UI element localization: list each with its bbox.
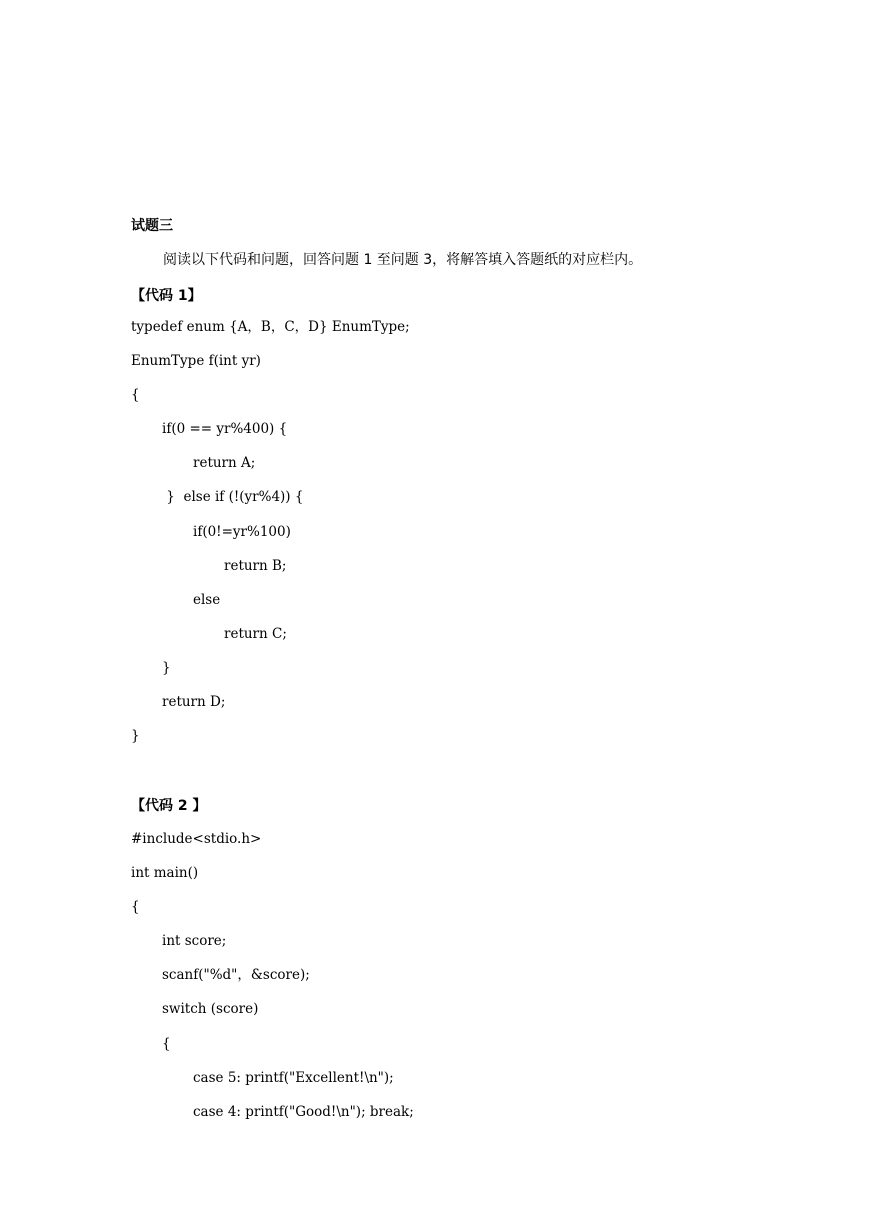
code-line <box>131 454 410 488</box>
code-line-text: { <box>131 899 140 916</box>
code-line-text: return C; <box>224 625 287 642</box>
code-line-text: #include<stdio.h> <box>131 831 262 847</box>
code-line <box>131 932 414 966</box>
code-line-text: typedef enum {A，B，C，D} EnumType; <box>131 319 410 335</box>
code-line <box>131 352 410 386</box>
code-line <box>131 727 410 761</box>
code-line <box>131 830 414 864</box>
code-line <box>131 591 410 625</box>
code-line <box>131 659 410 693</box>
code-line-text: } else if (!(yr%4)) { <box>162 489 304 506</box>
code-line-text: switch (score) <box>162 1001 259 1018</box>
code-line-text: case 4: printf("Good!\n"); break; <box>193 1103 414 1120</box>
code-line-text: return D; <box>162 694 226 711</box>
code-line-text: { <box>162 1035 171 1052</box>
code-line-text: } <box>131 728 140 745</box>
code-line-text: int score; <box>162 933 227 950</box>
code-line <box>131 864 414 898</box>
code-line <box>131 693 410 727</box>
code-line <box>131 1103 414 1137</box>
code-line-text: int main() <box>131 865 199 882</box>
code-line-text: { <box>131 387 140 404</box>
code-line-text: if(0!=yr%100) <box>193 523 291 540</box>
code-line <box>131 523 410 557</box>
code-line <box>131 966 414 1000</box>
code-line-text: } <box>162 659 171 676</box>
code-line-text: return B; <box>224 557 287 574</box>
code-line <box>131 386 410 420</box>
code-line-text: if(0 == yr%400) { <box>162 421 288 438</box>
code-line <box>131 318 410 352</box>
code-line-text: EnumType f(int yr) <box>131 353 261 370</box>
code-line <box>131 1000 414 1034</box>
code-1-label: 【代码 1】 <box>131 288 202 304</box>
code-line-text: return A; <box>193 455 256 472</box>
code-line <box>131 420 410 454</box>
code-line-text: case 5: printf("Excellent!\n"); <box>193 1069 394 1086</box>
code-line-text: else <box>193 591 221 608</box>
code-2-label: 【代码 2 】 <box>131 798 207 814</box>
code-line-text: scanf("%d"，&score); <box>162 967 310 984</box>
code-line <box>131 625 410 659</box>
question-instructions: 阅读以下代码和问题，回答问题 1 至问题 3，将解答填入答题纸的对应栏内。 <box>163 252 643 268</box>
question-heading: 试题三 <box>131 218 173 234</box>
code-2-listing <box>131 830 414 1137</box>
code-line <box>131 1035 414 1069</box>
code-line <box>131 898 414 932</box>
code-line <box>131 1069 414 1103</box>
code-1-listing <box>131 318 410 761</box>
code-line <box>131 488 410 522</box>
code-line <box>131 557 410 591</box>
